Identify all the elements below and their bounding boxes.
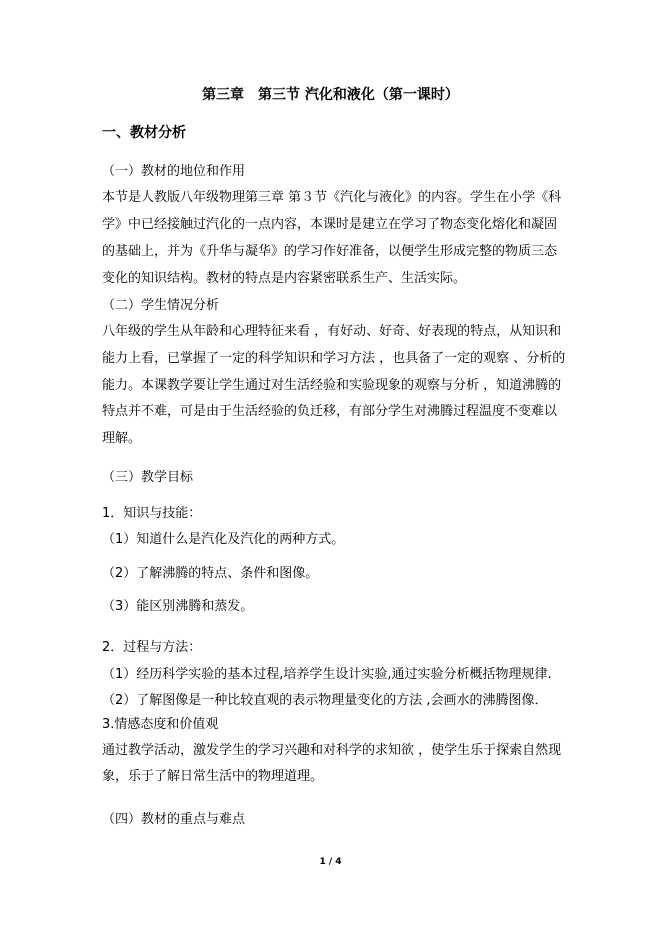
subsection-heading-key-difficult-points: （四）教材的重点与难点 (102, 812, 246, 827)
subsection-heading-student-analysis: （二）学生情况分析 (102, 298, 220, 313)
paragraph-line: 象，乐于了解日常生活中的物理道理。 (102, 769, 324, 784)
paragraph-line: 能力。本课教学要让学生通过对生活经验和实验现象的观察与分析 ，知道沸腾的 (102, 378, 562, 393)
paragraph-line: 本节是人教版八年级物理第三章 第３节《汽化与液化》的内容。学生在小学《科 (102, 190, 562, 205)
goal-item: （1）经历科学实验的基本过程,培养学生设计实验,通过实验分析概括物理规律. (102, 667, 552, 682)
subsection-heading-teaching-goals: （三）教学目标 (102, 470, 194, 485)
paragraph-line: 能力上看，已掌握了一定的科学知识和学习方法 ，也具备了一定的观察 、分析的 (102, 351, 566, 366)
section-heading-textbook-analysis: 一、教材分析 (102, 125, 186, 141)
paragraph-line: 特点并不难，可是由于生活经验的负迁移，有部分学生对沸腾过程温度不变难以 (102, 404, 558, 419)
document-title: 第三章 第三节 汽化和液化（第一课时） (202, 87, 459, 103)
paragraph-line: 通过教学活动，激发学生的学习兴趣和对科学的求知欲 ，使学生乐于探索自然现 (102, 743, 562, 758)
page-number: 1 / 4 (319, 857, 342, 867)
paragraph-line: 学》中已经接触过汽化的一点内容，本课时是建立在学习了物态变化熔化和凝固 (102, 217, 558, 232)
paragraph-line: 变化的知识结构。教材的特点是内容紧密联系生产、生活实际。 (102, 271, 467, 286)
goal-item: （2）了解沸腾的特点、条件和图像。 (102, 566, 319, 581)
goal-heading-process-methods: 2．过程与方法： (102, 640, 202, 655)
goal-heading-knowledge-skills: 1．知识与技能： (102, 506, 202, 521)
paragraph-line: 八年级的学生从年龄和心理特征来看 ，有好动、好奇、好表现的特点，从知识和 (102, 324, 562, 339)
goal-heading-attitude-values: 3.情感态度和价值观 (102, 717, 219, 732)
paragraph-line: 理解。 (102, 431, 142, 446)
goal-item: （2）了解图像是一种比较直观的表示物理量变化的方法 ,会画水的沸腾图像． (102, 693, 548, 708)
goal-item: （3）能区别沸腾和蒸发。 (102, 599, 254, 614)
goal-item: （1）知道什么是汽化及汽化的两种方式。 (102, 532, 345, 547)
paragraph-line: 的基础上，并为《升华与凝华》的学习作好准备，以便学生形成完整的物质三态 (102, 244, 558, 259)
subsection-heading-position-role: （一）教材的地位和作用 (102, 164, 246, 179)
